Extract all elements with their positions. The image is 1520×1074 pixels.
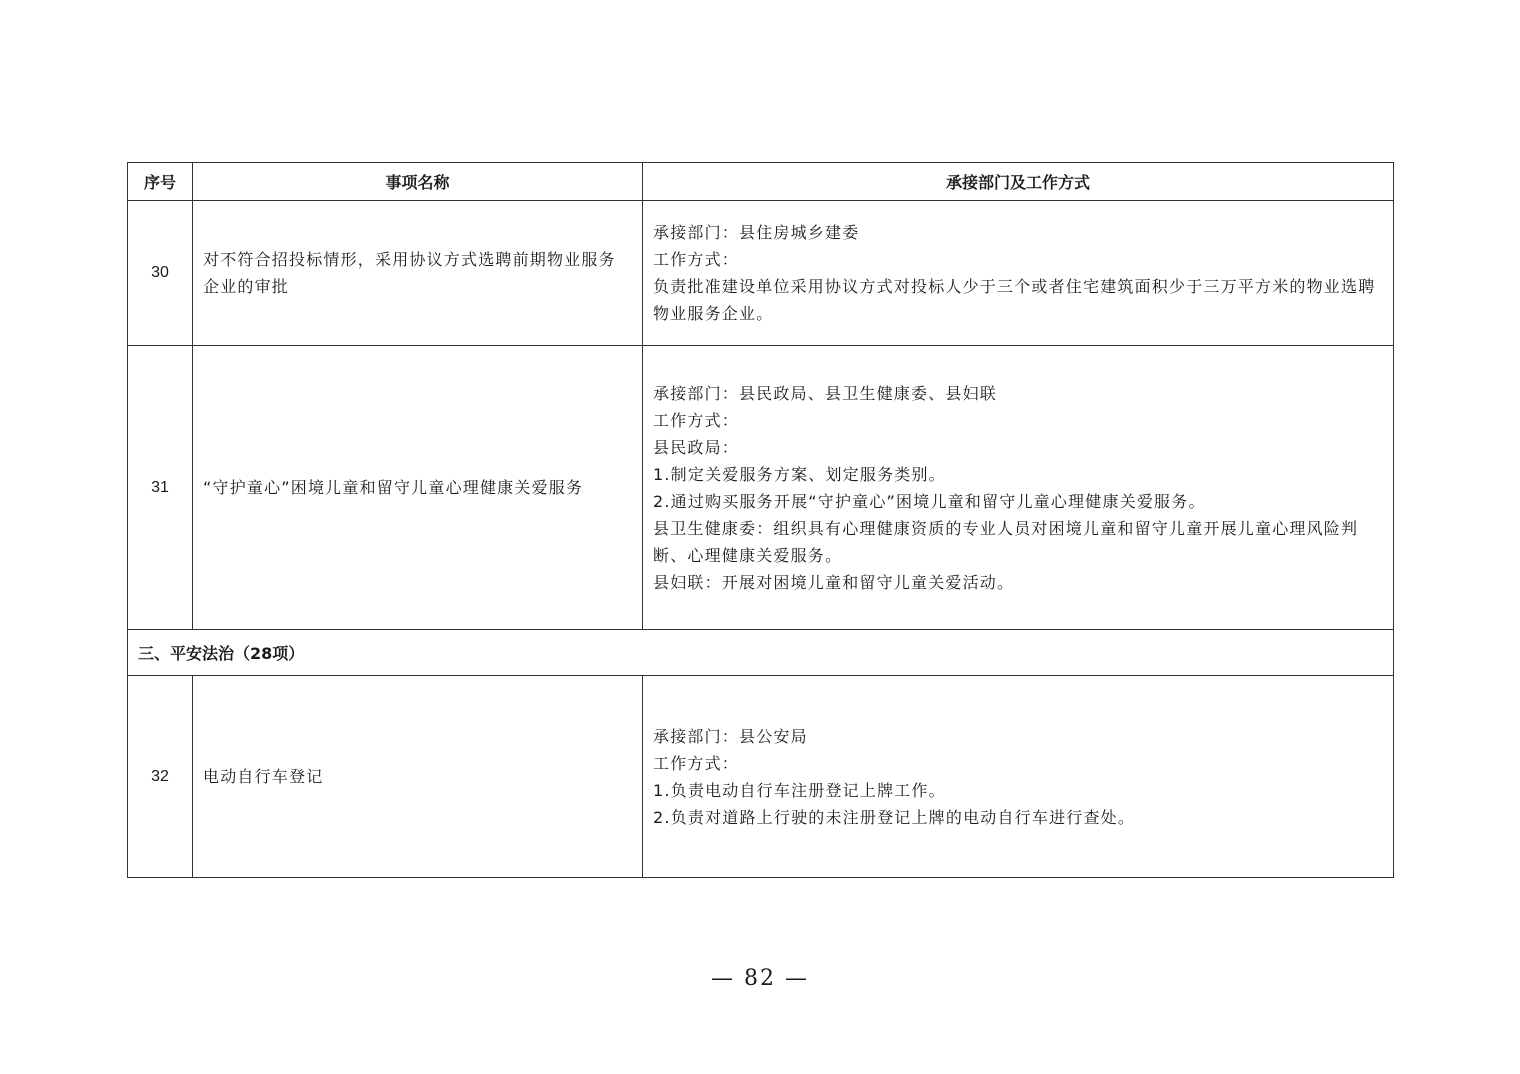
section-heading: 三、平安法治（28项） bbox=[128, 630, 1394, 676]
header-seq: 序号 bbox=[128, 163, 193, 201]
detail-line: 工作方式： bbox=[653, 753, 740, 773]
row-seq: 32 bbox=[128, 676, 193, 878]
detail-line: 工作方式： bbox=[653, 410, 740, 430]
row-detail bbox=[643, 346, 1394, 630]
detail-line: 县妇联：开展对困境儿童和留守儿童关爱活动。 bbox=[653, 572, 1015, 592]
detail-line: 承接部门：县民政局、县卫生健康委、县妇联 bbox=[653, 383, 998, 403]
detail-line: 负责批准建设单位采用协议方式对投标人少于三个或者住宅建筑面积少于三万平方米的物业选聘物业服务企业。 bbox=[653, 277, 1376, 323]
row-item-name: “守护童心”困境儿童和留守儿童心理健康关爱服务 bbox=[193, 346, 643, 630]
table-header-row bbox=[128, 163, 1394, 201]
detail-line: 县卫生健康委：组织具有心理健康资质的专业人员对困境儿童和留守儿童开展儿童心理风险判断、心理健康关爱服务。 bbox=[653, 518, 1359, 565]
section-row bbox=[128, 630, 1394, 676]
page-number: — 82 — bbox=[711, 966, 809, 991]
row-seq: 30 bbox=[128, 201, 193, 346]
detail-line: 承接部门：县住房城乡建委 bbox=[653, 223, 860, 242]
header-name: 事项名称 bbox=[193, 163, 643, 201]
row-item-name: 对不符合招投标情形，采用协议方式选聘前期物业服务企业的审批 bbox=[193, 201, 643, 346]
detail-line: 县民政局： bbox=[653, 437, 740, 457]
items-table bbox=[127, 162, 1394, 878]
detail-line: 2.通过购买服务开展“守护童心”困境儿童和留守儿童心理健康关爱服务。 bbox=[653, 491, 1206, 511]
table-row bbox=[128, 346, 1394, 630]
header-detail: 承接部门及工作方式 bbox=[643, 163, 1394, 201]
table-row bbox=[128, 676, 1394, 878]
detail-line: 工作方式： bbox=[653, 250, 740, 269]
table-row bbox=[128, 201, 1394, 346]
detail-line: 2.负责对道路上行驶的未注册登记上牌的电动自行车进行查处。 bbox=[653, 807, 1136, 827]
row-detail bbox=[643, 201, 1394, 346]
detail-line: 1.负责电动自行车注册登记上牌工作。 bbox=[653, 780, 946, 800]
detail-line: 承接部门：县公安局 bbox=[653, 726, 808, 746]
row-detail bbox=[643, 676, 1394, 878]
row-seq: 31 bbox=[128, 346, 193, 630]
detail-line: 1.制定关爱服务方案、划定服务类别。 bbox=[653, 464, 946, 484]
row-item-name: 电动自行车登记 bbox=[193, 676, 643, 878]
